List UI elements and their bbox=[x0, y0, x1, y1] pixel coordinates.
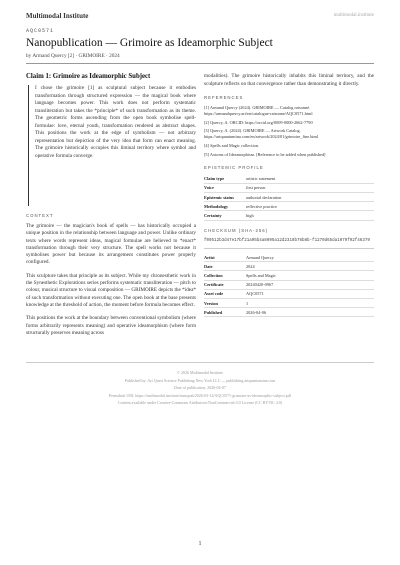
profile-key: Methodology bbox=[204, 202, 246, 211]
footer-date: Date of publication: 2026-04-07 bbox=[174, 385, 226, 390]
meta-key: Asset code bbox=[204, 289, 246, 298]
context-paragraph: This positions the work at the boundary between conventional symbolism (where forms arbitrarily represents meaning) and operative ideamorphism (where form structurally preserves meaning across bbox=[26, 315, 196, 336]
meta-value: Spells and Magic bbox=[246, 271, 374, 280]
page-title: Nanopublication — Grimoire as Ideamorphic Subject bbox=[26, 37, 273, 49]
document-id: AQC0571 bbox=[26, 28, 55, 34]
profile-key: Claim type bbox=[204, 175, 246, 184]
context-paragraph: The grimoire — the magician's book of spells — has historically occupied a unique position in the relationship between language and power. Unlike ordinary texts where words represent ideas, magical formulae are believed to *enact* transformation through their very structure. The spell works not because it symbolises power but because its arrangement constitutes power properly configured. bbox=[26, 223, 196, 266]
reference-item[interactable]: [2] Quercy, A. ORCID: https://orcid.org/0009-0000-2662-7790 bbox=[204, 119, 313, 125]
meta-value: 1 bbox=[246, 298, 374, 307]
profile-value: artistic statement bbox=[246, 175, 374, 184]
epistemic-profile-table bbox=[204, 175, 374, 221]
references-label: REFERENCES bbox=[204, 95, 244, 100]
metadata-table bbox=[204, 253, 374, 317]
brand-url[interactable]: multimodal.institute bbox=[333, 13, 374, 18]
left-column bbox=[26, 73, 196, 343]
profile-key: Epistemic status bbox=[204, 192, 246, 201]
table-row bbox=[204, 183, 374, 192]
table-row bbox=[204, 271, 374, 280]
reference-item[interactable]: [3] Quercy, A. (2024). GRIMOIRE — Artwork Catalog. https://artquantumina.com/en/artwork/2024/01/grimoire_fine.html bbox=[204, 128, 319, 140]
meta-key: Artist bbox=[204, 253, 246, 262]
footer-copyright: © 2026 Multimodal Institute bbox=[176, 370, 224, 375]
reference-item: [4] Spells and Magic collection. bbox=[204, 142, 260, 148]
profile-value: first person bbox=[246, 183, 374, 192]
table-row bbox=[204, 298, 374, 307]
divider bbox=[204, 248, 374, 249]
reference-item: [5] Axioms of Ideamorphism. [Reference to be added when published] bbox=[204, 151, 326, 157]
reference-item[interactable]: [1] Armand Quercy (2024). GRIMOIRE — Catalog raisonné. https://armandquercy.art/en/catalogue-raisonne/AQC0571.html bbox=[204, 105, 313, 116]
profile-key: Certainty bbox=[204, 211, 246, 220]
profile-value: reflective practice bbox=[246, 202, 374, 211]
claim-quote: I chose the grimoire [1] as sculptural subject because it embodies transformation through structured expression — the magical book where language becomes power. This work does not perform systematic transliteration but takes the *principle* of such transformation as its theme. The geometric forms ascending from the open book symbolise spell-formulae: love, eternal youth, transformation rendered as abstract shapes. This positions the work at the edge of symbolism — not arbitrary representation but depiction of the very idea that form can enact meaning. The grimoire historically occupies this liminal territory where symbol and operative formula converge. bbox=[28, 85, 196, 206]
meta-key: Certificate bbox=[204, 280, 246, 289]
header-divider bbox=[26, 63, 374, 64]
meta-value: 20240420-0967 bbox=[246, 280, 374, 289]
meta-value: AQC0571 bbox=[246, 289, 374, 298]
checksum-label: CHECKSUM (SHA-256) bbox=[204, 227, 269, 233]
profile-value: authorial declaration bbox=[246, 192, 374, 201]
meta-key: Date bbox=[204, 262, 246, 271]
right-column bbox=[204, 73, 374, 317]
meta-value: 2024 bbox=[246, 262, 374, 271]
table-row bbox=[204, 262, 374, 271]
brand-name: Multimodal Institute bbox=[26, 12, 89, 20]
meta-value: 2026-04-06 bbox=[246, 308, 374, 317]
meta-key: Published bbox=[204, 308, 246, 317]
context-label: CONTEXT bbox=[26, 213, 54, 218]
references-list bbox=[204, 105, 374, 158]
footer-permalink[interactable]: Permalink URI: https://multimodal.institute/nanopub/2026-03-14/AQC0571-grimoire-as-ideamorphic-subject.pdf bbox=[108, 392, 292, 398]
footer-license: Content available under Creative Commons Attribution-NonCommercial 4.0 License (CC BY-NC 4.0) bbox=[117, 400, 283, 405]
meta-key: Collection bbox=[204, 271, 246, 280]
footer-publisher[interactable]: Published by: Art Quest Science Publishing New York LLC — publishing.artquantumina.com bbox=[124, 377, 276, 383]
table-row bbox=[204, 211, 374, 220]
epistemic-profile-label: EPISTEMIC PROFILE bbox=[204, 164, 264, 170]
top-bar bbox=[26, 12, 374, 24]
page-footer bbox=[26, 362, 374, 407]
meta-key: Version bbox=[204, 298, 246, 307]
page-number: 1 bbox=[198, 541, 202, 547]
table-row bbox=[204, 192, 374, 201]
profile-value: high bbox=[246, 211, 374, 220]
byline: by Armand Quercy [2] · GRIMOIRE · 2024 bbox=[26, 53, 120, 59]
table-row bbox=[204, 253, 374, 262]
table-row bbox=[204, 202, 374, 211]
checksum-value: f09512b3d47e17bf21a95b4a8095a12d2318b76b8b-f1270d65da1079f92f46379 bbox=[204, 238, 370, 243]
table-row bbox=[204, 175, 374, 184]
table-row bbox=[204, 308, 374, 317]
table-row bbox=[204, 289, 374, 298]
context-continuation: modalities). The grimoire historically inhabits this liminal territory, and the sculpture reflects on that convergence rather than demonstrating it directly. bbox=[204, 73, 374, 87]
claim-heading: Claim 1: Grimoire as Ideamorphic Subject bbox=[26, 73, 151, 80]
context-paragraph: This sculpture takes that principle as its subject. While my chronesthetic work in the Synesthetic Explorations series performs systematic transliteration — pitch to colour, musical structure to visual composition — GRIMOIRE depicts the *idea* of such transformation without executing one. The open book at the base presents knowledge at the threshold of action, the moment before formula becomes effect. bbox=[26, 272, 196, 308]
meta-value: Armand Quercy bbox=[246, 253, 374, 262]
table-row bbox=[204, 280, 374, 289]
profile-key: Voice bbox=[204, 183, 246, 192]
